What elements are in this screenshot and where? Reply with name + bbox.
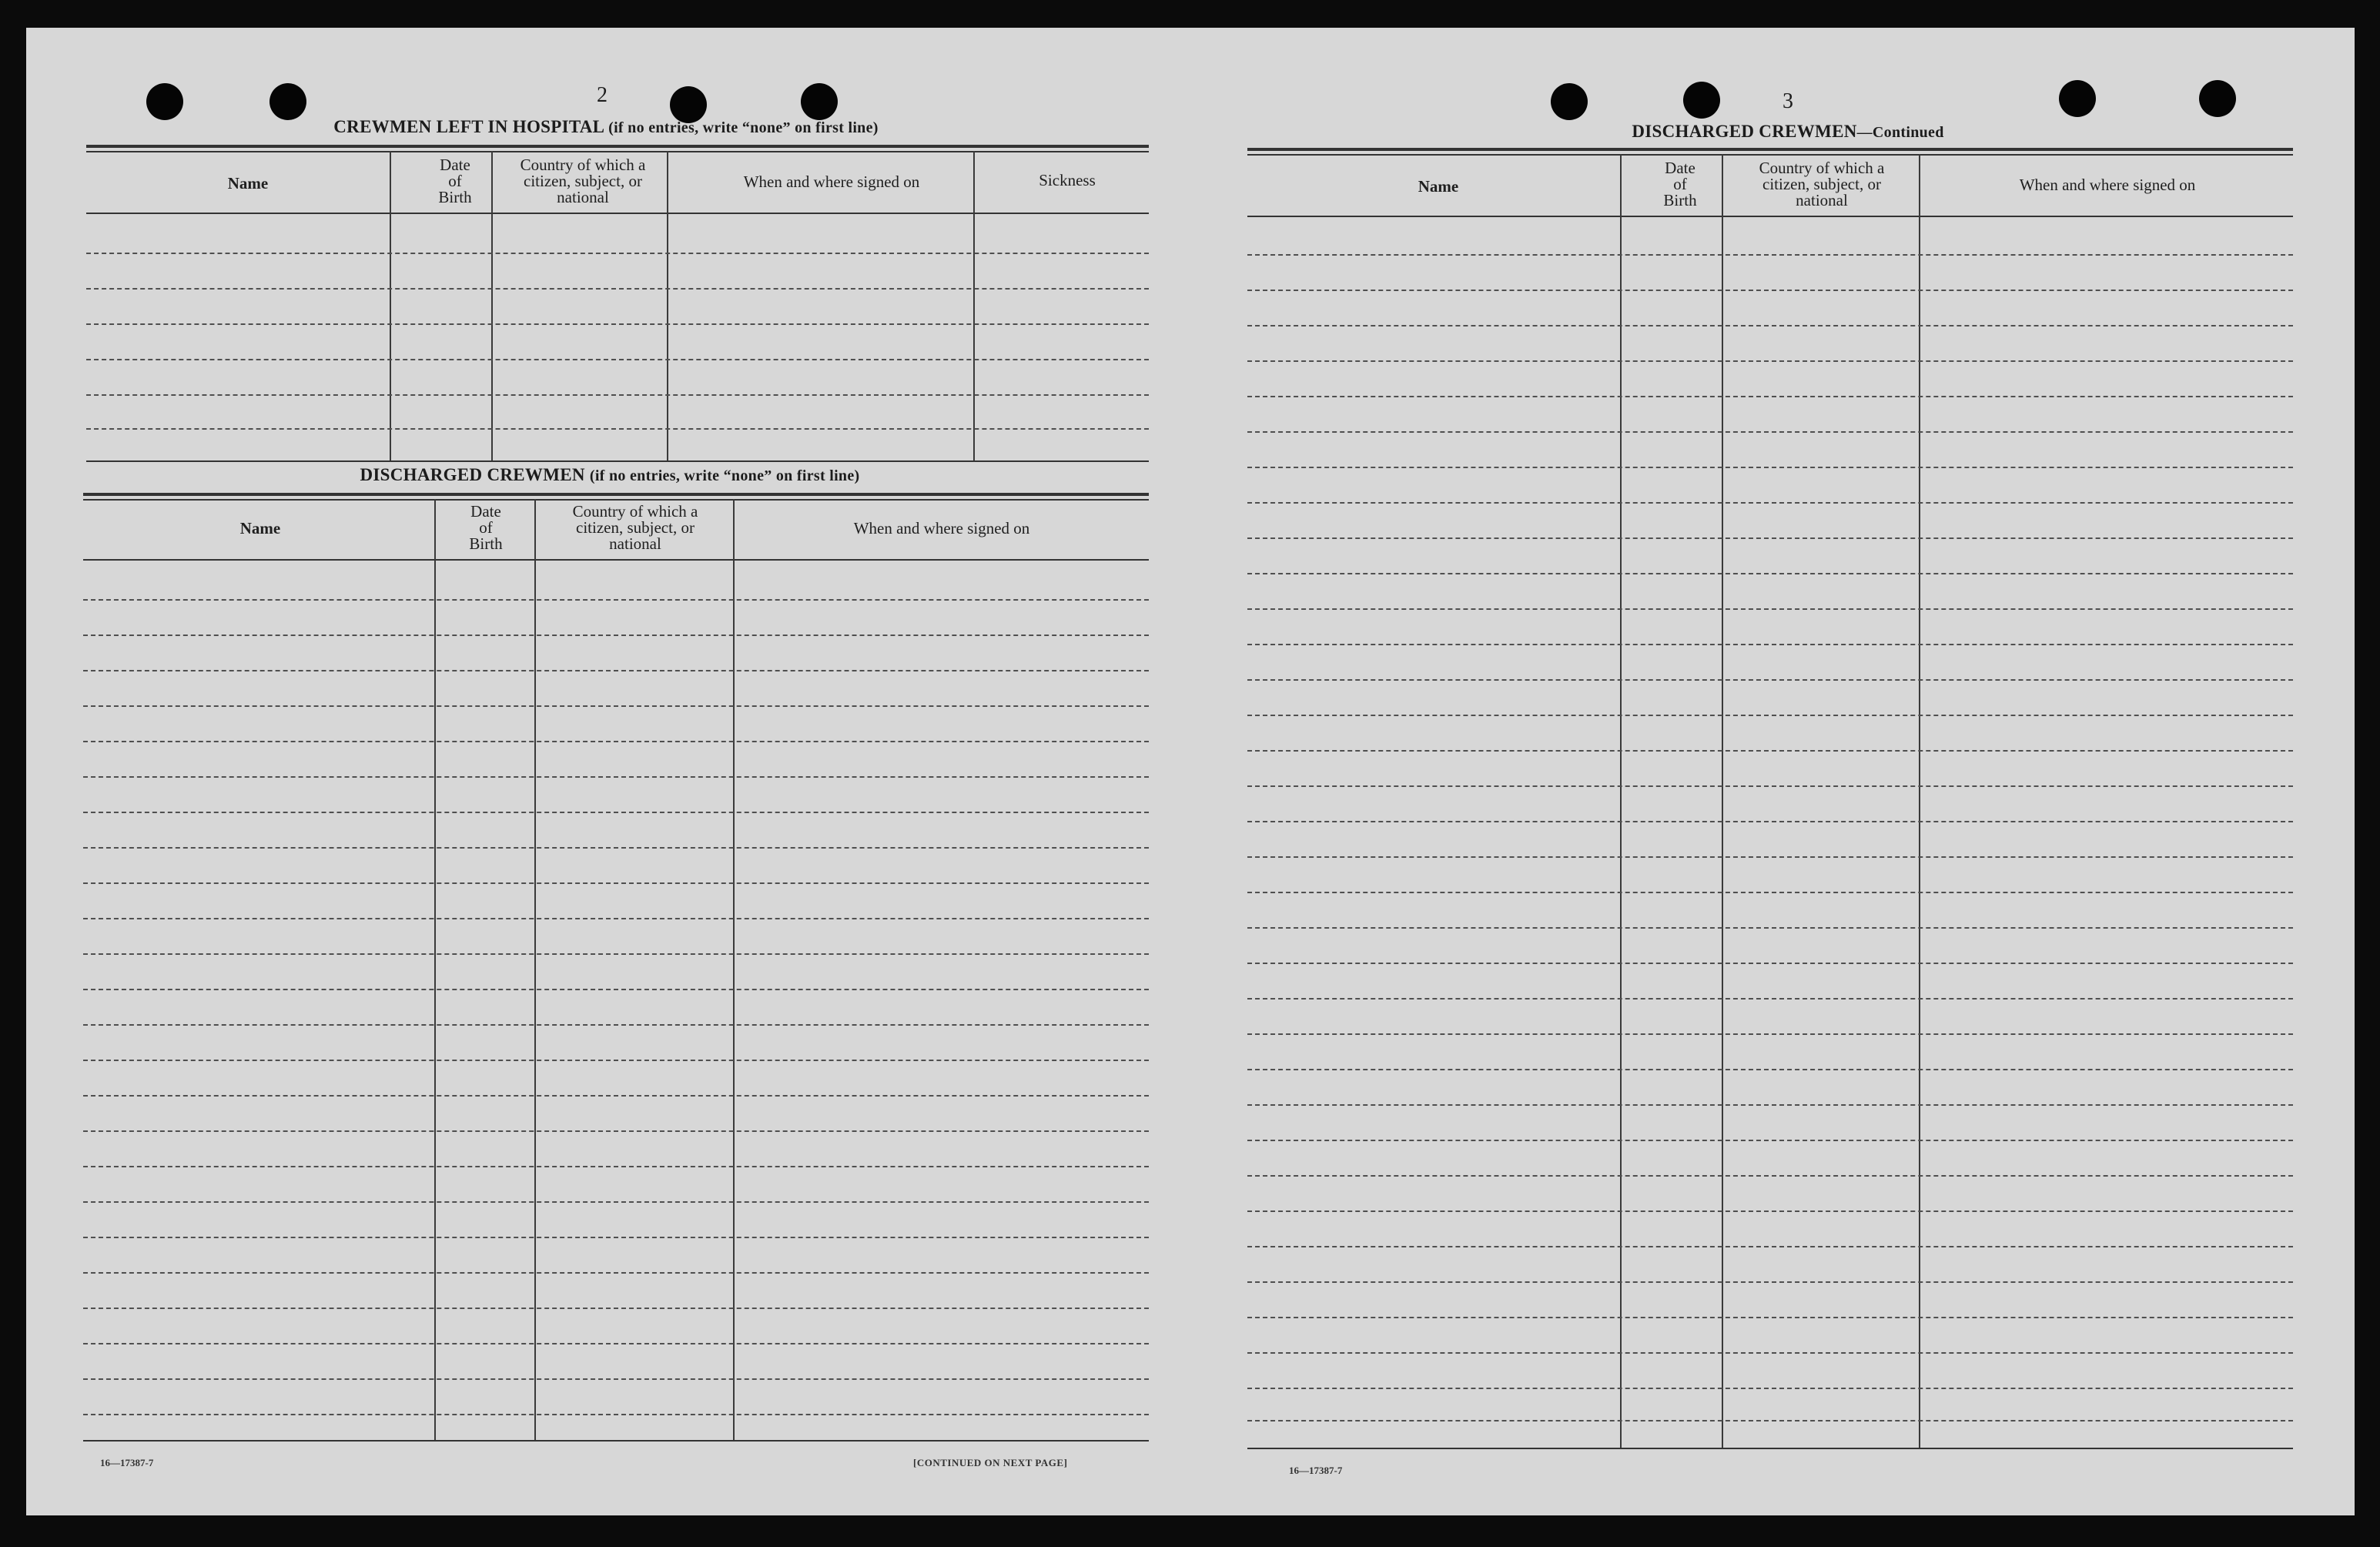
entry-row[interactable] [83,670,1149,671]
entry-row[interactable] [1247,467,2293,468]
document-sheet [26,28,2355,1515]
entry-row[interactable] [1247,1246,2293,1247]
table-top-rule [83,493,1149,496]
entry-row[interactable] [1247,1140,2293,1141]
entry-row[interactable] [83,599,1149,601]
punch-hole [146,83,183,120]
entry-row[interactable] [83,776,1149,778]
page-number: 3 [1782,89,1793,113]
entry-row[interactable] [1247,963,2293,964]
discharged-title-text: DISCHARGED CREWMEN [1632,122,1857,141]
entry-row[interactable] [1247,750,2293,752]
entry-row[interactable] [1247,998,2293,1000]
entry-row[interactable] [83,1343,1149,1344]
col-header-country: Country of which a citizen, subject, or national [572,502,698,553]
entry-row[interactable] [83,812,1149,813]
header-bottom-rule [83,559,1149,561]
entry-row[interactable] [83,1201,1149,1203]
entry-row[interactable] [83,1024,1149,1026]
entry-row[interactable] [86,359,1149,360]
form-number: 16—17387-7 [100,1457,154,1468]
entry-row[interactable] [83,1272,1149,1274]
entry-row[interactable] [1247,1104,2293,1106]
col-header-name: Name [1418,177,1459,196]
entry-row[interactable] [83,705,1149,707]
entry-row[interactable] [86,288,1149,290]
col-header-country: Country of which a citizen, subject, or national [520,156,646,206]
entry-row[interactable] [1247,715,2293,716]
column-divider [534,499,536,1442]
col-header-date-of-birth: Date of Birth [469,502,503,553]
col-header-signed-on: When and where signed on [853,519,1030,537]
entry-row[interactable] [83,953,1149,955]
entry-row[interactable] [1247,396,2293,397]
discharged-continued-title [1632,122,1943,142]
entry-row[interactable] [1247,608,2293,610]
column-divider [973,151,975,460]
entry-row[interactable] [1247,502,2293,504]
entry-row[interactable] [86,428,1149,430]
entry-row[interactable] [1247,1210,2293,1212]
page-right [1190,28,2355,1515]
entry-row[interactable] [1247,1033,2293,1035]
column-divider [1919,154,1920,1449]
page-number: 2 [597,83,608,107]
entry-row[interactable] [83,847,1149,849]
form-number: 16—17387-7 [1289,1465,1343,1476]
entry-row[interactable] [1247,573,2293,574]
entry-row[interactable] [1247,1175,2293,1177]
entry-row[interactable] [1247,892,2293,893]
column-divider [491,151,493,460]
col-header-name: Name [227,174,269,193]
entry-row[interactable] [1247,1317,2293,1318]
column-divider [434,499,436,1442]
entry-row[interactable] [1247,785,2293,787]
punch-hole [2059,80,2096,117]
entry-row[interactable] [1247,360,2293,362]
discharged-title-text: DISCHARGED CREWMEN [360,465,585,484]
table-top-rule [1247,154,2293,156]
col-header-date-of-birth: Date of Birth [1663,159,1697,209]
entry-row[interactable] [1247,821,2293,822]
entry-row[interactable] [1247,1352,2293,1354]
page-left [26,28,1190,1515]
col-header-name: Name [239,519,281,537]
entry-row[interactable] [1247,1420,2293,1421]
punch-hole [1683,82,1720,119]
entry-row[interactable] [83,741,1149,742]
entry-row[interactable] [83,1378,1149,1380]
entry-row[interactable] [83,989,1149,990]
punch-hole [2199,80,2236,117]
table-top-rule [83,499,1149,501]
column-divider [1620,154,1622,1449]
entry-row[interactable] [1247,290,2293,291]
table-top-rule [1247,148,2293,151]
entry-row[interactable] [83,918,1149,919]
table-bottom-rule [83,1440,1149,1442]
col-header-signed-on: When and where signed on [743,172,920,191]
entry-row[interactable] [1247,325,2293,326]
entry-row[interactable] [83,1130,1149,1132]
continued-label: —Continued [1856,124,1944,141]
col-header-sickness: Sickness [1039,171,1096,189]
entry-row[interactable] [83,1166,1149,1167]
punch-hole [801,83,838,120]
table-bottom-rule [1247,1448,2293,1449]
entry-row[interactable] [83,1237,1149,1238]
header-bottom-rule [86,213,1149,214]
entry-row[interactable] [1247,1069,2293,1070]
entry-row[interactable] [83,1095,1149,1097]
table-bottom-rule [86,460,1149,462]
entry-row[interactable] [86,323,1149,325]
entry-row[interactable] [83,1414,1149,1415]
col-header-country: Country of which a citizen, subject, or national [1759,159,1885,209]
table-top-rule [86,145,1149,148]
entry-row[interactable] [1247,644,2293,645]
column-divider [667,151,668,460]
punch-hole [269,83,306,120]
entry-row[interactable] [83,1308,1149,1309]
table-top-rule [86,151,1149,152]
hospital-section-title [333,117,878,137]
entry-row[interactable] [1247,537,2293,539]
column-divider [733,499,735,1442]
entry-row[interactable] [83,635,1149,636]
entry-row[interactable] [83,1060,1149,1061]
entry-row[interactable] [1247,1281,2293,1283]
entry-row[interactable] [1247,856,2293,858]
entry-row[interactable] [83,882,1149,884]
punch-hole [1551,83,1588,120]
continued-note: [CONTINUED ON NEXT PAGE] [913,1457,1068,1468]
discharged-title-instruction: (if no entries, write “none” on first line) [589,467,860,484]
col-header-date-of-birth: Date of Birth [438,156,472,206]
hospital-title-instruction: (if no entries, write “none” on first line) [608,119,879,136]
entry-row[interactable] [86,253,1149,254]
column-divider [390,151,391,460]
discharged-section-title [360,465,860,485]
entry-row[interactable] [1247,254,2293,256]
header-bottom-rule [1247,216,2293,217]
entry-row[interactable] [1247,679,2293,681]
hospital-title-text: CREWMEN LEFT IN HOSPITAL [333,117,604,136]
entry-row[interactable] [1247,927,2293,929]
entry-row[interactable] [1247,1388,2293,1389]
entry-row[interactable] [1247,431,2293,433]
col-header-signed-on: When and where signed on [2019,176,2196,194]
entry-row[interactable] [86,394,1149,396]
column-divider [1722,154,1723,1449]
